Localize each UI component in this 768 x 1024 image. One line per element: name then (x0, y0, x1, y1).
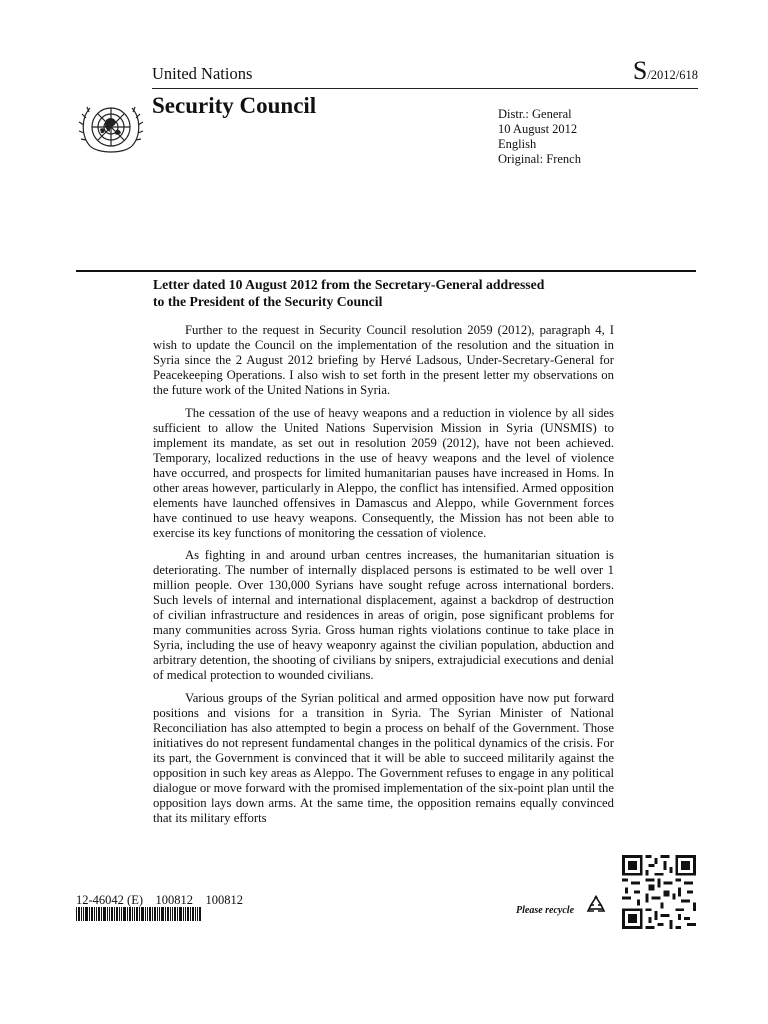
date-line: 10 August 2012 (498, 122, 578, 136)
symbol-prefix: S (632, 56, 648, 85)
distribution-block (498, 107, 581, 167)
distribution-line: Distr.: General (498, 107, 572, 121)
qr-code-icon (622, 855, 696, 929)
organization-name: United Nations (152, 64, 253, 83)
recycle-icon (585, 894, 607, 916)
letter-body (153, 323, 614, 833)
paragraph: The cessation of the use of heavy weapons and a reduction in violence by all sides sufficient to allow the United Nations Supervision Mission in Syria (UNSMIS) to implement its mandate, as set out in resolution 2059 (2012), have not been achieved. Temporary, localized reductions in the use of heavy weapons and the level of violence have occurred, and prospects for limited humanitarian pauses have increased in Homs. In other areas however, particularly in Aleppo, the conflict has intensified. Armed opposition elements have launched offensives in Damascus and Aleppo, while Government forces have continued to use heavy weapons. Consequently, the Mission has not been able to exercise its key functions of monitoring the cessation of violence. (153, 405, 614, 540)
document-symbol (633, 58, 698, 84)
main-divider (76, 270, 696, 272)
original-language-line: Original: French (498, 152, 581, 166)
paragraph: As fighting in and around urban centres increases, the humanitarian situation is deteriorating. The number of internally displaced persons is estimated to be well over 1 million people. Over 130,000 Syrians have sought refuge across international borders. Such levels of internal and international displacement, against a backdrop of destruction of civilian infrastructure and residences in areas of origin, pose significant problems for many communities across Syria. Gross human rights violations continue to take place in Syria, including the use of heavy weaponry against the civilian population, abduction and arbitrary detention, the shooting of civilians by snipers, extrajudicial executions and denial of medical protection to wounded civilians. (153, 548, 614, 682)
document-number: 12-46042 (E) 100812 100812 (76, 893, 243, 907)
paragraph: Various groups of the Syrian political and armed opposition have now put forward positions and visions for a transition in Syria. The Syrian Minister of National Reconciliation has also attempted to begin a process on behalf of the Government. Those initiatives do not represent fundamental changes in the political dynamics of the crisis. For its part, the Government is convinced that it will be able to succeed militarily against the opposition in such key areas as Aleppo. The Government refuses to engage in any political dialogue or move forward with the promised implementation of the six-point plan until the opposition lays down arms. At the same time, the opposition remains equally convinced that its military efforts (153, 690, 614, 825)
letter-title-line: Letter dated 10 August 2012 from the Secretary-General addressed (153, 277, 545, 292)
letter-title-line: to the President of the Security Council (153, 294, 383, 309)
recycle-label: Please recycle (516, 905, 575, 916)
un-emblem-icon (76, 96, 146, 160)
language-line: English (498, 137, 537, 151)
letter-title (153, 276, 623, 310)
paragraph: Further to the request in Security Council resolution 2059 (2012), paragraph 4, I wish to update the Council on the implementation of the resolution and the situation in Syria since the 2 August 2012 briefing by Hervé Ladsous, Under-Secretary-General for Peacekeeping Operations. I also wish to set forth in the present letter my observations on the future work of the United Nations in Syria. (153, 323, 614, 397)
barcode-icon (76, 907, 201, 921)
symbol-suffix: /2012/618 (647, 68, 698, 82)
header-divider (152, 88, 698, 89)
organ-title: Security Council (152, 93, 317, 118)
